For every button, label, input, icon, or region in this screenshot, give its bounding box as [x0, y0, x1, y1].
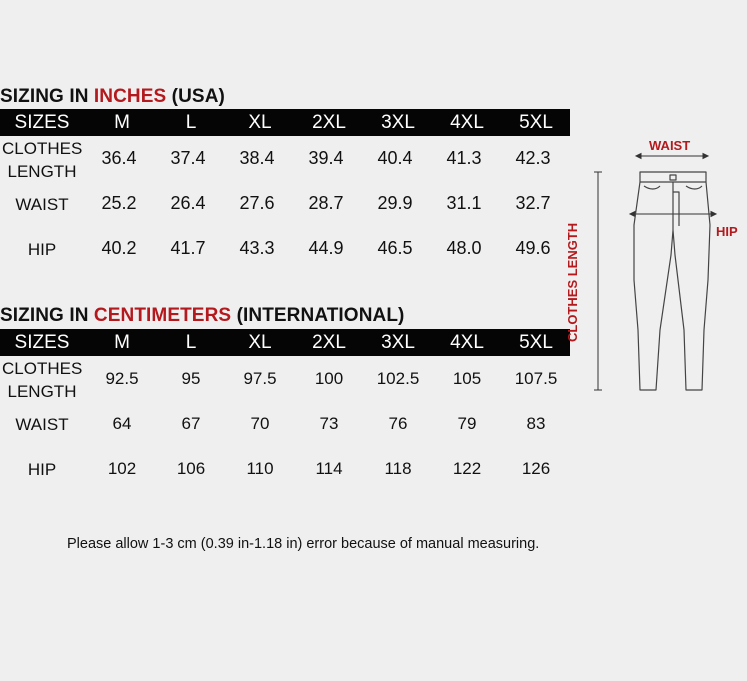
inches-section-title: SIZING IN INCHES (USA) [0, 86, 225, 107]
table-cell: 28.7 [308, 193, 344, 213]
clothes-length-label: CLOTHES LENGTH [565, 222, 580, 342]
table-cell: 92.5 [105, 369, 139, 388]
header-size-5xl: 5XL [519, 332, 553, 353]
header-size-m: M [114, 332, 130, 353]
table-cell: 102 [107, 459, 137, 478]
row-label-clothes-length: CLOTHES LENGTH [2, 139, 83, 181]
table-cell: 26.4 [170, 193, 206, 213]
table-cell: 43.3 [239, 238, 275, 258]
table-cell: 73 [319, 414, 339, 433]
row-label-waist: WAIST [15, 195, 69, 214]
table-cell: 97.5 [243, 369, 277, 388]
length-arrow [594, 172, 602, 390]
row-label-clothes-length: CLOTHES LENGTH [2, 359, 83, 401]
table-cell: 64 [112, 414, 132, 433]
header-size-m: M [114, 112, 130, 133]
table-cell: 110 [246, 459, 274, 478]
row-label-waist: WAIST [15, 415, 69, 434]
centimeters-table-header [0, 329, 570, 356]
header-size-l: L [185, 332, 197, 353]
table-cell: 29.9 [377, 193, 413, 213]
header-size-3xl: 3XL [381, 112, 415, 133]
header-size-xl: XL [248, 332, 272, 353]
waist-label: WAIST [649, 138, 691, 153]
table-cell: 40.2 [101, 238, 137, 258]
header-size-xl: XL [248, 112, 272, 133]
header-size-4xl: 4XL [450, 332, 484, 353]
table-cell: 95 [181, 369, 201, 388]
table-cell: 40.4 [377, 148, 413, 168]
header-size-3xl: 3XL [381, 332, 415, 353]
centimeters-section-title: SIZING IN CENTIMETERS (INTERNATIONAL) [0, 305, 405, 326]
table-cell: 48.0 [446, 238, 482, 258]
table-cell: 39.4 [308, 148, 344, 168]
row-label-hip: HIP [27, 240, 57, 259]
table-cell: 122 [452, 459, 482, 478]
header-size-5xl: 5XL [519, 112, 553, 133]
table-cell: 25.2 [101, 193, 137, 213]
table-cell: 46.5 [377, 238, 413, 258]
measurement-disclaimer: Please allow 1-3 cm (0.39 in-1.18 in) error because of manual measuring. [67, 536, 540, 552]
table-cell: 70 [250, 414, 270, 433]
waist-arrow [636, 154, 708, 159]
table-cell: 41.7 [170, 238, 206, 258]
table-cell: 27.6 [239, 193, 275, 213]
table-cell: 67 [181, 414, 201, 433]
table-cell: 83 [526, 414, 546, 433]
table-cell: 42.3 [515, 148, 551, 168]
table-cell: 41.3 [446, 148, 482, 168]
inches-table-header [0, 109, 570, 136]
table-cell: 106 [176, 459, 206, 478]
header-size-2xl: 2XL [312, 332, 346, 353]
pants-outline [634, 172, 710, 390]
table-cell: 100 [314, 369, 344, 388]
table-cell: 79 [457, 414, 477, 433]
table-cell: 76 [388, 414, 408, 433]
header-size-l: L [185, 112, 197, 133]
header-sizes: SIZES [14, 112, 70, 133]
table-cell: 44.9 [308, 238, 344, 258]
table-cell: 38.4 [239, 148, 275, 168]
header-sizes: SIZES [14, 332, 70, 353]
table-cell: 37.4 [170, 148, 206, 168]
table-cell: 49.6 [515, 238, 551, 258]
table-cell: 36.4 [101, 148, 137, 168]
table-cell: 126 [521, 459, 551, 478]
table-cell: 105 [452, 369, 482, 388]
table-cell: 32.7 [515, 193, 551, 213]
pants-illustration [560, 130, 747, 410]
pants-measurement-diagram [560, 130, 747, 410]
table-cell: 118 [384, 459, 412, 478]
hip-label: HIP [716, 224, 738, 239]
row-label-hip: HIP [27, 460, 57, 479]
table-cell: 31.1 [446, 193, 482, 213]
table-cell: 102.5 [376, 369, 420, 388]
header-size-2xl: 2XL [312, 112, 346, 133]
table-cell: 107.5 [514, 369, 558, 388]
table-cell: 114 [315, 459, 343, 478]
header-size-4xl: 4XL [450, 112, 484, 133]
